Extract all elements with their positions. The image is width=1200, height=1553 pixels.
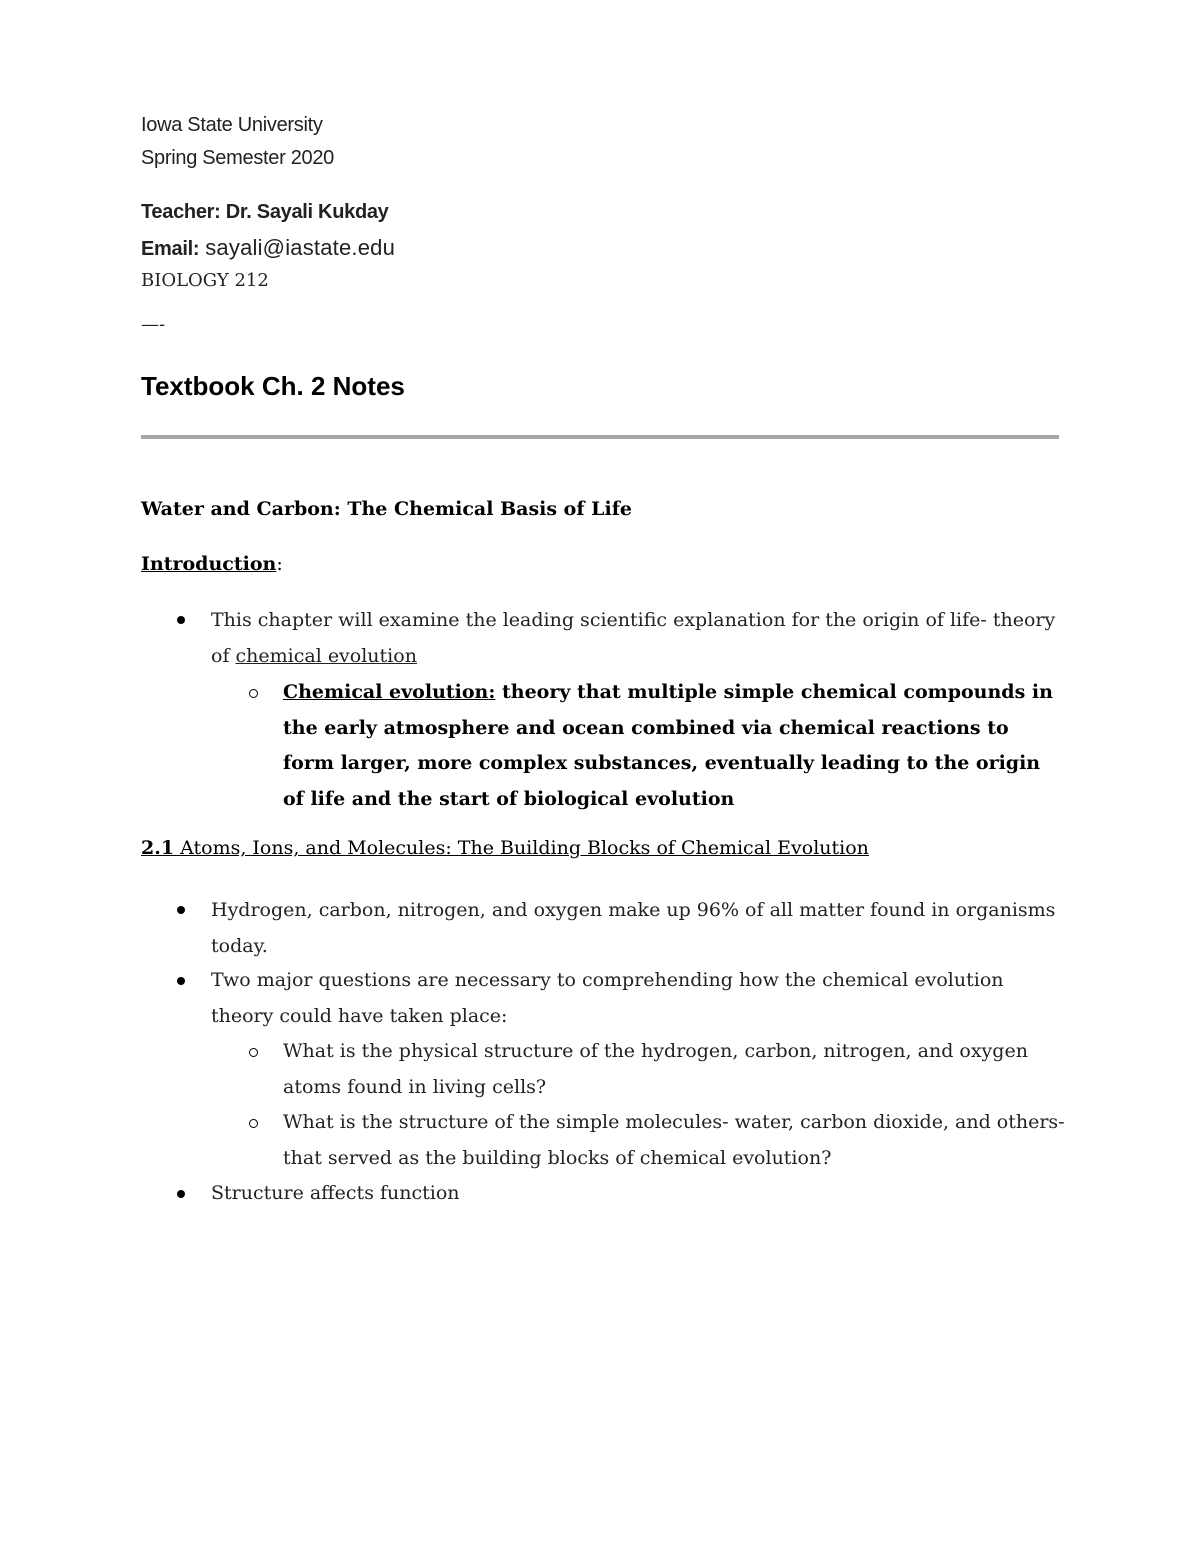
section-title: Atoms, Ions, and Molecules: The Building Blocks of Chemical Evolution <box>174 837 869 859</box>
email-address: sayali@iastate.edu <box>205 235 396 260</box>
chapter-title: Water and Carbon: The Chemical Basis of Life <box>141 498 632 520</box>
sub-list-item: What is the physical structure of the hydrogen, carbon, nitrogen, and oxygen atoms found in living cells? <box>283 1040 1028 1098</box>
definition-term: Chemical evolution: <box>283 681 496 703</box>
bullet-circle-icon <box>249 689 258 698</box>
list-item-text: This chapter will examine the leading scientific explanation for the origin of life- theory of <box>211 609 1056 667</box>
semester: Spring Semester 2020 <box>141 147 335 169</box>
horizontal-rule <box>141 435 1059 439</box>
section-heading <box>141 837 869 859</box>
bullet-dot-icon <box>177 1190 185 1198</box>
separator: —- <box>141 314 166 335</box>
list-item: Two major questions are necessary to comprehending how the chemical evolution theory could have taken place: <box>211 969 1004 1027</box>
introduction-label: Introduction <box>141 553 277 575</box>
bullet-dot-icon <box>177 616 185 624</box>
list-item: Hydrogen, carbon, nitrogen, and oxygen make up 96% of all matter found in organisms today. <box>211 899 1056 957</box>
bullet-circle-icon <box>249 1119 258 1128</box>
institution-name: Iowa State University <box>141 114 323 136</box>
definition-text: theory that multiple simple chemical compounds in the early atmosphere and ocean combined via chemical reactions to form larger, more complex substances, eventually leading to the origin of life and the start of biological evolution <box>283 681 1053 810</box>
sub-list-item: What is the structure of the simple molecules- water, carbon dioxide, and others- that served as the building blocks of chemical evolution? <box>283 1111 1065 1169</box>
introduction-heading <box>141 553 283 575</box>
list-item <box>211 603 1071 674</box>
sub-list-item <box>283 675 1063 817</box>
introduction-colon: : <box>276 553 283 575</box>
bullet-circle-icon <box>249 1048 258 1057</box>
course-code: BIOLOGY 212 <box>141 270 269 291</box>
teacher-line: Teacher: Dr. Sayali Kukday <box>141 201 389 223</box>
list-item: Structure affects function <box>211 1182 460 1204</box>
section-number: 2.1 <box>141 837 175 859</box>
document-title: Textbook Ch. 2 Notes <box>141 371 405 401</box>
bullet-dot-icon <box>177 906 185 914</box>
email-line <box>141 235 395 261</box>
chemical-evolution-term: chemical evolution <box>235 644 417 667</box>
email-label: Email: <box>141 238 200 260</box>
bullet-dot-icon <box>177 977 185 985</box>
